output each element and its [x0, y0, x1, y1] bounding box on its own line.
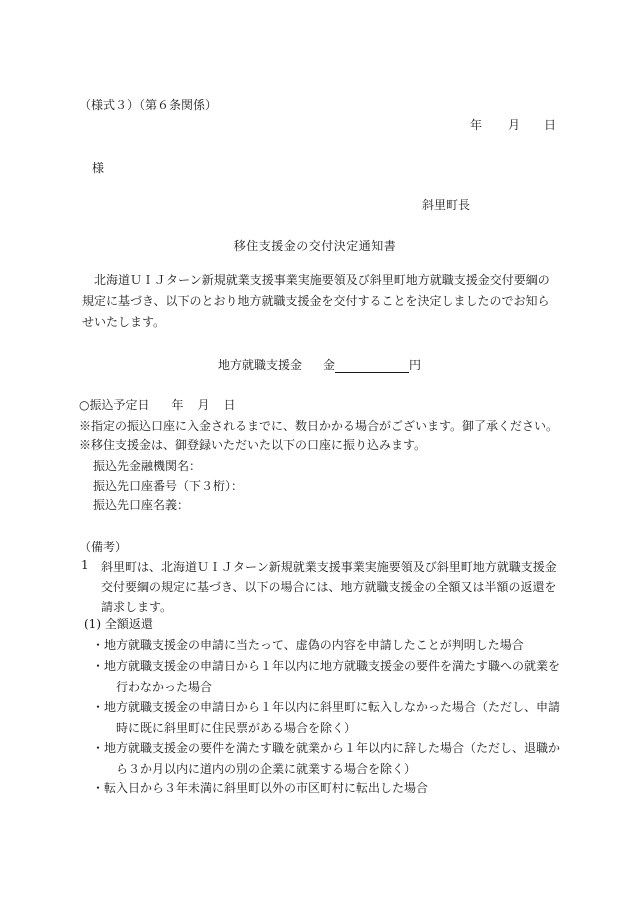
refund-condition-line1: ・地方就職支援金の申請日から１年以内に斜里町に転入しなかった場合（ただし、申請	[92, 700, 561, 714]
payment-schedule	[79, 397, 236, 413]
account-holder: 振込先口座名義：	[93, 498, 190, 512]
schedule-year: 年	[171, 398, 184, 412]
remarks-heading: （備考）	[79, 540, 128, 554]
amount-line	[218, 357, 421, 373]
refund-condition-line1: ・地方就職支援金の要件を満たす職を就業から１年以内に辞した場合（ただし、退職か	[92, 741, 561, 755]
schedule-day: 日	[223, 398, 236, 412]
amount-prefix: 金	[323, 358, 336, 372]
refund-condition	[92, 738, 572, 780]
amount-label: 地方就職支援金	[218, 358, 303, 372]
account-number: 振込先口座番号（下３桁）：	[93, 479, 244, 493]
schedule-label: ○振込予定日	[79, 398, 150, 412]
remarks-item-number: 1	[81, 558, 89, 572]
refund-condition	[92, 697, 572, 739]
refund-condition-line2: 行わなかった場合	[116, 680, 213, 694]
issuer: 斜里町長	[422, 198, 471, 212]
refund-condition	[92, 656, 572, 698]
date-year: 年	[470, 118, 483, 132]
schedule-month: 月	[197, 398, 210, 412]
form-label: （様式３）（第６条関係）	[79, 98, 218, 112]
full-refund-heading: (1) 全額返還	[84, 617, 153, 631]
refund-condition-line1: ・地方就職支援金の申請日から１年以内に地方就職支援金の要件を満たす職への就業を	[92, 659, 561, 673]
refund-condition-line2: ら３か月以内に道内の別の企業に就業する場合を除く）	[116, 762, 417, 776]
date-line	[470, 117, 556, 133]
refund-condition-line1: ・転入日から３年未満に斜里町以外の市区町村に転出した場合	[92, 781, 429, 795]
account-bank: 振込先金融機関名：	[93, 459, 202, 473]
refund-condition-line1: ・地方就職支援金の申請に当たって、虚偽の内容を申請したことが判明した場合	[92, 638, 524, 652]
intro-paragraph: 北海道ＵＩＪターン新規就業支援事業実施要領及び斜里町地方就職支援金交付要綱の規定に基づき、以下のとおり地方就職支援金を交付することを決定しましたのでお知らせいたします。	[82, 273, 550, 329]
amount-blank	[335, 358, 409, 373]
remarks-item-text: 斜里町は、北海道ＵＩＪターン新規就業支援事業実施要領及び斜里町地方就職支援金交付要綱の規定に基づき、以下の場合には、地方就職支援金の全額又は半額の返還を請求します。	[101, 560, 557, 614]
date-month: 月	[508, 118, 521, 132]
document-title: 移住支援金の交付決定通知書	[233, 239, 397, 253]
addressee-suffix: 様	[92, 161, 105, 175]
date-day: 日	[544, 118, 557, 132]
note-account: ※移住支援金は、御登録いただいた以下の口座に振り込みます。	[79, 438, 427, 452]
refund-condition	[92, 778, 572, 799]
refund-condition	[92, 635, 572, 656]
amount-suffix: 円	[409, 358, 422, 372]
note-deposit-delay: ※指定の振込口座に入金されるまでに、数日かかる場合がございます。御了承ください。	[79, 419, 559, 433]
refund-condition-line2: 時に既に斜里町に住民票がある場合を除く）	[116, 721, 357, 735]
